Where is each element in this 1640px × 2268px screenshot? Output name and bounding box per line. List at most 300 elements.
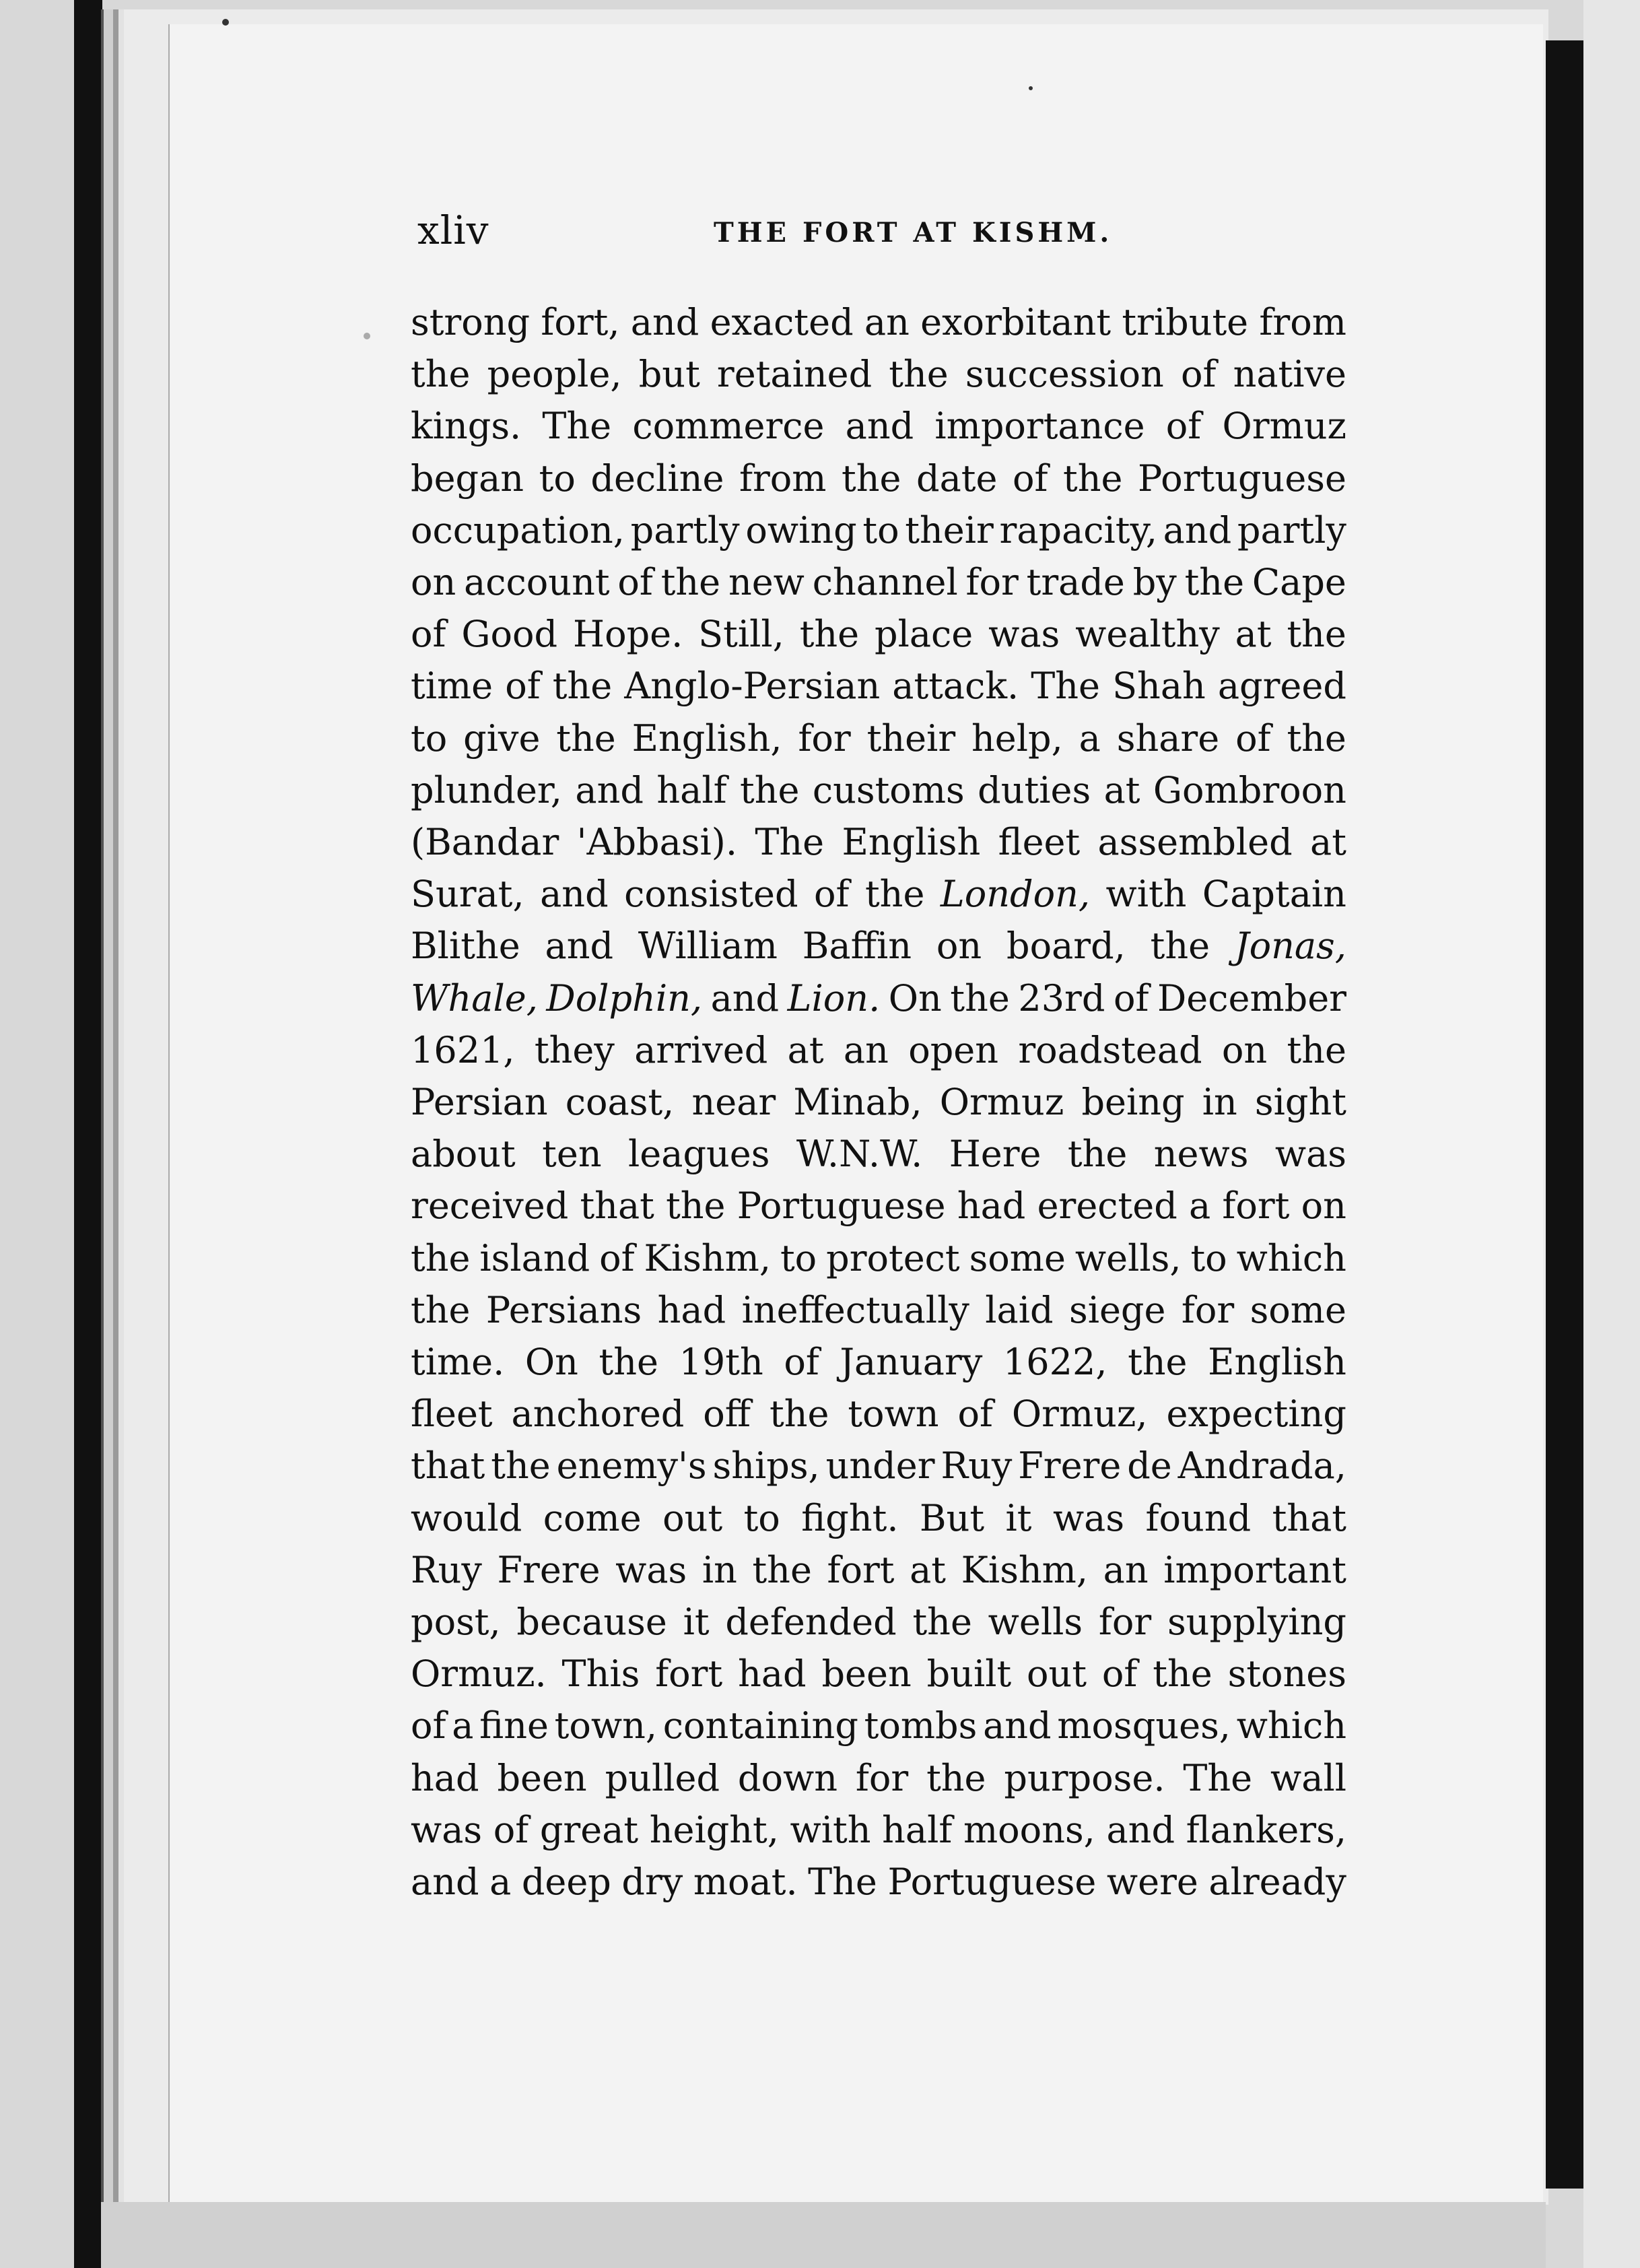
word: trade — [1026, 561, 1125, 604]
word: English — [1208, 1341, 1346, 1384]
text-line — [411, 1544, 1346, 1596]
word: of — [957, 1393, 993, 1436]
word: Ormuz. — [411, 1653, 547, 1696]
word: ineffectually — [741, 1288, 969, 1331]
word: Captain — [1202, 873, 1346, 916]
word: town — [848, 1393, 939, 1436]
word: But — [919, 1496, 985, 1539]
word: wall — [1270, 1756, 1346, 1799]
word: retained — [716, 353, 873, 396]
word: Portuguese — [887, 1861, 1097, 1904]
text-line — [411, 1648, 1346, 1700]
word: 23rd — [1018, 976, 1105, 1020]
word: been — [821, 1653, 912, 1696]
word: give — [463, 716, 541, 760]
text-line — [411, 400, 1346, 452]
text-line — [411, 1128, 1346, 1180]
word: about — [411, 1133, 516, 1176]
text-line — [411, 1388, 1346, 1440]
word: partly — [1237, 508, 1346, 552]
word: come — [543, 1496, 642, 1539]
word: at — [787, 1028, 824, 1071]
word: succession — [965, 353, 1164, 396]
text-line — [411, 1024, 1346, 1076]
word: consisted — [624, 873, 798, 916]
word: Frere — [497, 1548, 601, 1591]
word: on — [411, 561, 456, 604]
word: some — [969, 1236, 1066, 1279]
word: the — [666, 1185, 726, 1228]
word: and — [1163, 508, 1232, 552]
text-line — [411, 556, 1346, 608]
word: had — [411, 1756, 479, 1799]
word: the — [912, 1601, 972, 1644]
word: On — [888, 976, 942, 1020]
word: of — [411, 613, 446, 656]
word: of — [784, 1341, 819, 1384]
word: the — [556, 716, 616, 760]
word: Jonas, — [1234, 925, 1346, 968]
word: Hope. — [572, 613, 683, 656]
word: by — [1132, 561, 1177, 604]
word: with — [1105, 873, 1187, 916]
word: but — [638, 353, 700, 396]
text-line — [411, 868, 1346, 920]
word: the — [660, 561, 721, 604]
word: The — [1031, 665, 1101, 708]
word: the — [1063, 457, 1123, 500]
word: for — [1181, 1288, 1235, 1331]
word: Cape — [1252, 561, 1346, 604]
word: Dolphin, — [546, 976, 703, 1020]
word: found — [1145, 1496, 1252, 1539]
word: December — [1157, 976, 1346, 1020]
word: flankers, — [1186, 1808, 1346, 1851]
word: and — [575, 768, 644, 811]
word: Persians — [485, 1288, 642, 1331]
book-edge-left — [74, 0, 102, 2268]
text-line — [411, 712, 1346, 764]
word: moat. — [693, 1861, 798, 1904]
word: and — [845, 405, 914, 448]
word: exacted — [710, 301, 854, 343]
running-title: THE FORT AT KISHM. — [714, 217, 1113, 248]
word: began — [411, 457, 524, 500]
word: of — [1113, 976, 1149, 1020]
word: fine — [479, 1704, 549, 1747]
word: decline — [590, 457, 724, 500]
word: duties — [978, 768, 1091, 811]
word: wells — [988, 1601, 1083, 1644]
word: on — [1221, 1028, 1268, 1071]
text-line — [411, 1596, 1346, 1648]
word: of — [505, 665, 541, 708]
word: the — [752, 1548, 812, 1591]
word: enemy's — [556, 1444, 707, 1488]
word: for — [965, 561, 1019, 604]
word: the — [552, 665, 613, 708]
word: of — [1101, 1653, 1138, 1696]
word: been — [497, 1756, 587, 1799]
word: 1621, — [411, 1028, 515, 1071]
word: had — [738, 1653, 807, 1696]
word: the — [1287, 613, 1346, 656]
text-line — [411, 504, 1346, 556]
text-line — [411, 764, 1346, 816]
word: their — [905, 508, 994, 552]
word: ships, — [712, 1444, 820, 1488]
word: native — [1233, 353, 1346, 396]
word: the — [799, 613, 860, 656]
word: Gombroon — [1153, 768, 1346, 811]
text-line — [411, 296, 1346, 348]
word: Ormuz — [939, 1081, 1064, 1124]
word: town, — [554, 1704, 658, 1747]
word: (Bandar — [411, 821, 559, 864]
word: it — [683, 1601, 710, 1644]
word: Portuguese — [1138, 457, 1346, 500]
word: a — [1188, 1185, 1211, 1228]
word: was — [1052, 1496, 1125, 1539]
word: Here — [949, 1133, 1041, 1176]
word: and — [710, 976, 780, 1020]
word: built — [926, 1653, 1012, 1696]
word: English — [842, 821, 981, 864]
word: protect — [826, 1236, 960, 1279]
text-line — [411, 660, 1346, 712]
word: the — [1150, 925, 1210, 968]
word: that — [411, 1444, 485, 1488]
word: the — [411, 1236, 471, 1279]
word: 19th — [679, 1341, 763, 1384]
word: Kishm, — [961, 1548, 1089, 1591]
word: near — [691, 1081, 776, 1124]
text-line — [411, 816, 1346, 868]
word: The — [1183, 1756, 1253, 1799]
word: containing — [662, 1704, 858, 1747]
scan-speck — [222, 19, 229, 26]
word: to — [411, 716, 448, 760]
word: expecting — [1166, 1393, 1346, 1436]
word: would — [411, 1496, 522, 1539]
word: the — [926, 1756, 986, 1799]
word: half — [656, 768, 727, 811]
word: new — [728, 561, 805, 604]
word: defended — [725, 1601, 897, 1644]
word: Minab, — [793, 1081, 922, 1124]
page-bottom-edge — [101, 2202, 1546, 2268]
word: in — [1202, 1081, 1237, 1124]
word: of — [814, 873, 850, 916]
word: and — [630, 301, 699, 343]
word: an — [1103, 1548, 1149, 1591]
word: plunder, — [411, 768, 562, 811]
word: London, — [940, 873, 1091, 916]
word: January — [840, 1341, 983, 1384]
word: the — [491, 1444, 551, 1488]
word: was — [1274, 1133, 1346, 1176]
word: dry — [621, 1861, 683, 1904]
word: This — [561, 1653, 640, 1696]
word: their — [866, 716, 956, 760]
word: was — [988, 613, 1060, 656]
text-line — [411, 1804, 1346, 1856]
word: mosques, — [1057, 1704, 1231, 1747]
word: and — [1106, 1808, 1175, 1851]
word: that — [580, 1185, 654, 1228]
word: On — [524, 1341, 578, 1384]
word: Good — [461, 613, 558, 656]
word: tribute — [1122, 301, 1249, 343]
word: erected — [1037, 1185, 1177, 1228]
word: fort — [655, 1653, 723, 1696]
word: of — [411, 1704, 446, 1747]
word: help, — [971, 716, 1063, 760]
word: which — [1236, 1236, 1346, 1279]
word: stones — [1227, 1653, 1346, 1696]
word: Lion. — [787, 976, 881, 1020]
word: date — [916, 457, 998, 500]
word: Frere — [1018, 1444, 1122, 1488]
word: at — [1103, 768, 1140, 811]
word: Ruy — [411, 1548, 482, 1591]
word: great — [539, 1808, 639, 1851]
word: on — [1301, 1185, 1346, 1228]
text-line — [411, 1232, 1346, 1284]
page-header — [417, 202, 1333, 263]
word: a — [452, 1704, 474, 1747]
word: already — [1208, 1861, 1346, 1904]
word: to — [539, 457, 576, 500]
word: at — [1235, 613, 1272, 656]
word: English, — [631, 716, 782, 760]
word: The — [755, 821, 825, 864]
word: roadstead — [1018, 1028, 1202, 1071]
word: sight — [1254, 1081, 1346, 1124]
word: W.N.W. — [796, 1133, 923, 1176]
word: the — [599, 1341, 658, 1384]
text-line — [411, 1856, 1346, 1908]
word: at — [910, 1548, 946, 1591]
word: for — [798, 716, 851, 760]
word: the — [1287, 1028, 1346, 1071]
word: of — [1165, 405, 1202, 448]
scan-margin-right — [1583, 0, 1640, 2268]
text-line — [411, 1752, 1346, 1804]
word: ten — [542, 1133, 602, 1176]
word: was — [615, 1548, 687, 1591]
word: and — [540, 873, 609, 916]
book-gutter-right — [1546, 40, 1583, 2189]
word: off — [703, 1393, 751, 1436]
word: and — [545, 925, 614, 968]
word: moons, — [963, 1808, 1095, 1851]
word: Blithe — [411, 925, 520, 968]
word: open — [908, 1028, 999, 1071]
text-line — [411, 1492, 1346, 1544]
word: being — [1081, 1081, 1185, 1124]
text-line — [411, 1076, 1346, 1128]
word: the — [411, 353, 471, 396]
word: the — [889, 353, 949, 396]
word: strong — [411, 301, 531, 343]
word: exorbitant — [920, 301, 1112, 343]
word: partly — [630, 508, 740, 552]
word: island — [479, 1236, 590, 1279]
word: were — [1106, 1861, 1198, 1904]
word: fleet — [411, 1393, 493, 1436]
word: channel — [812, 561, 958, 604]
word: for — [1098, 1601, 1152, 1644]
word: of — [1180, 353, 1217, 396]
word: the — [1128, 1341, 1188, 1384]
word: fort, — [541, 301, 620, 343]
word: a — [489, 1861, 512, 1904]
word: Kishm, — [644, 1236, 772, 1279]
body-text — [411, 296, 1346, 1908]
word: coast, — [565, 1081, 675, 1124]
word: with — [790, 1808, 871, 1851]
word: important — [1163, 1548, 1346, 1591]
word: laid — [985, 1288, 1054, 1331]
scan-speck — [364, 333, 370, 339]
word: and — [411, 1861, 479, 1904]
word: fort — [1222, 1185, 1290, 1228]
word: of — [599, 1236, 635, 1279]
word: The — [542, 405, 612, 448]
word: Ormuz — [1222, 405, 1346, 448]
word: Whale, — [411, 976, 538, 1020]
word: wealthy — [1075, 613, 1220, 656]
word: of — [1235, 716, 1271, 760]
word: the — [411, 1288, 471, 1331]
word: time. — [411, 1341, 505, 1384]
word: under — [825, 1444, 935, 1488]
word: for — [855, 1756, 909, 1799]
text-line — [411, 453, 1346, 504]
word: they — [534, 1028, 615, 1071]
word: The — [808, 1861, 877, 1904]
word: from — [739, 457, 827, 500]
word: board, — [1006, 925, 1126, 968]
word: owing — [745, 508, 857, 552]
word: rapacity, — [999, 508, 1157, 552]
word: at — [1310, 821, 1346, 864]
word: time — [411, 665, 493, 708]
word: an — [864, 301, 910, 343]
word: of — [617, 561, 653, 604]
word: in — [702, 1548, 737, 1591]
word: received — [411, 1185, 569, 1228]
word: out — [662, 1496, 723, 1539]
word: tombs — [864, 1704, 978, 1747]
word: assembled — [1097, 821, 1293, 864]
word: arrived — [634, 1028, 768, 1071]
word: commerce — [632, 405, 825, 448]
text-line — [411, 348, 1346, 400]
word: Anglo-Persian — [624, 665, 881, 708]
word: fight. — [801, 1496, 899, 1539]
text-line — [411, 1284, 1346, 1336]
page-number: xliv — [417, 207, 489, 253]
word: the — [1287, 716, 1346, 760]
word: share — [1116, 716, 1220, 760]
word: on — [936, 925, 982, 968]
word: post, — [411, 1601, 501, 1644]
word: Ruy — [941, 1444, 1013, 1488]
word: half — [882, 1808, 953, 1851]
word: kings. — [411, 405, 522, 448]
word: news — [1153, 1133, 1249, 1176]
word: which — [1236, 1704, 1346, 1747]
word: supplying — [1167, 1601, 1346, 1644]
scan-speck — [1029, 86, 1033, 90]
word: a — [1079, 716, 1101, 760]
word: deep — [521, 1861, 611, 1904]
text-line — [411, 1440, 1346, 1492]
word: fleet — [998, 821, 1081, 864]
word: it — [1005, 1496, 1032, 1539]
word: Baffin — [802, 925, 912, 968]
word: people, — [487, 353, 622, 396]
word: because — [516, 1601, 667, 1644]
word: William — [638, 925, 778, 968]
word: importance — [934, 405, 1145, 448]
word: Persian — [411, 1081, 548, 1124]
word: the — [740, 768, 800, 811]
word: wells, — [1074, 1236, 1182, 1279]
word: Ormuz, — [1011, 1393, 1148, 1436]
word: to — [1190, 1236, 1227, 1279]
text-line — [411, 608, 1346, 660]
word: fort — [827, 1548, 895, 1591]
word: leagues — [628, 1133, 770, 1176]
word: an — [843, 1028, 889, 1071]
word: the — [1067, 1133, 1128, 1176]
word: of — [1013, 457, 1048, 500]
word: out — [1027, 1653, 1087, 1696]
word: Surat, — [411, 873, 524, 916]
word: account — [464, 561, 610, 604]
text-line — [411, 972, 1346, 1024]
word: that — [1272, 1496, 1346, 1539]
word: de — [1127, 1444, 1172, 1488]
word: the — [1184, 561, 1245, 604]
text-line — [411, 1336, 1346, 1388]
word: to — [743, 1496, 780, 1539]
word: customs — [812, 768, 965, 811]
word: the — [842, 457, 901, 500]
word: 'Abbasi). — [576, 821, 738, 864]
word: from — [1259, 301, 1346, 343]
word: place — [875, 613, 973, 656]
word: anchored — [511, 1393, 685, 1436]
word: the — [770, 1393, 829, 1436]
word: to — [780, 1236, 817, 1279]
word: occupation, — [411, 508, 625, 552]
word: and — [983, 1704, 1052, 1747]
word: the — [950, 976, 1010, 1020]
word: Portuguese — [737, 1185, 946, 1228]
word: down — [737, 1756, 838, 1799]
word: to — [862, 508, 899, 552]
word: purpose. — [1004, 1756, 1165, 1799]
word: was — [411, 1808, 483, 1851]
text-line — [411, 1180, 1346, 1232]
word: siege — [1068, 1288, 1166, 1331]
text-line — [411, 920, 1346, 972]
word: pulled — [605, 1756, 720, 1799]
